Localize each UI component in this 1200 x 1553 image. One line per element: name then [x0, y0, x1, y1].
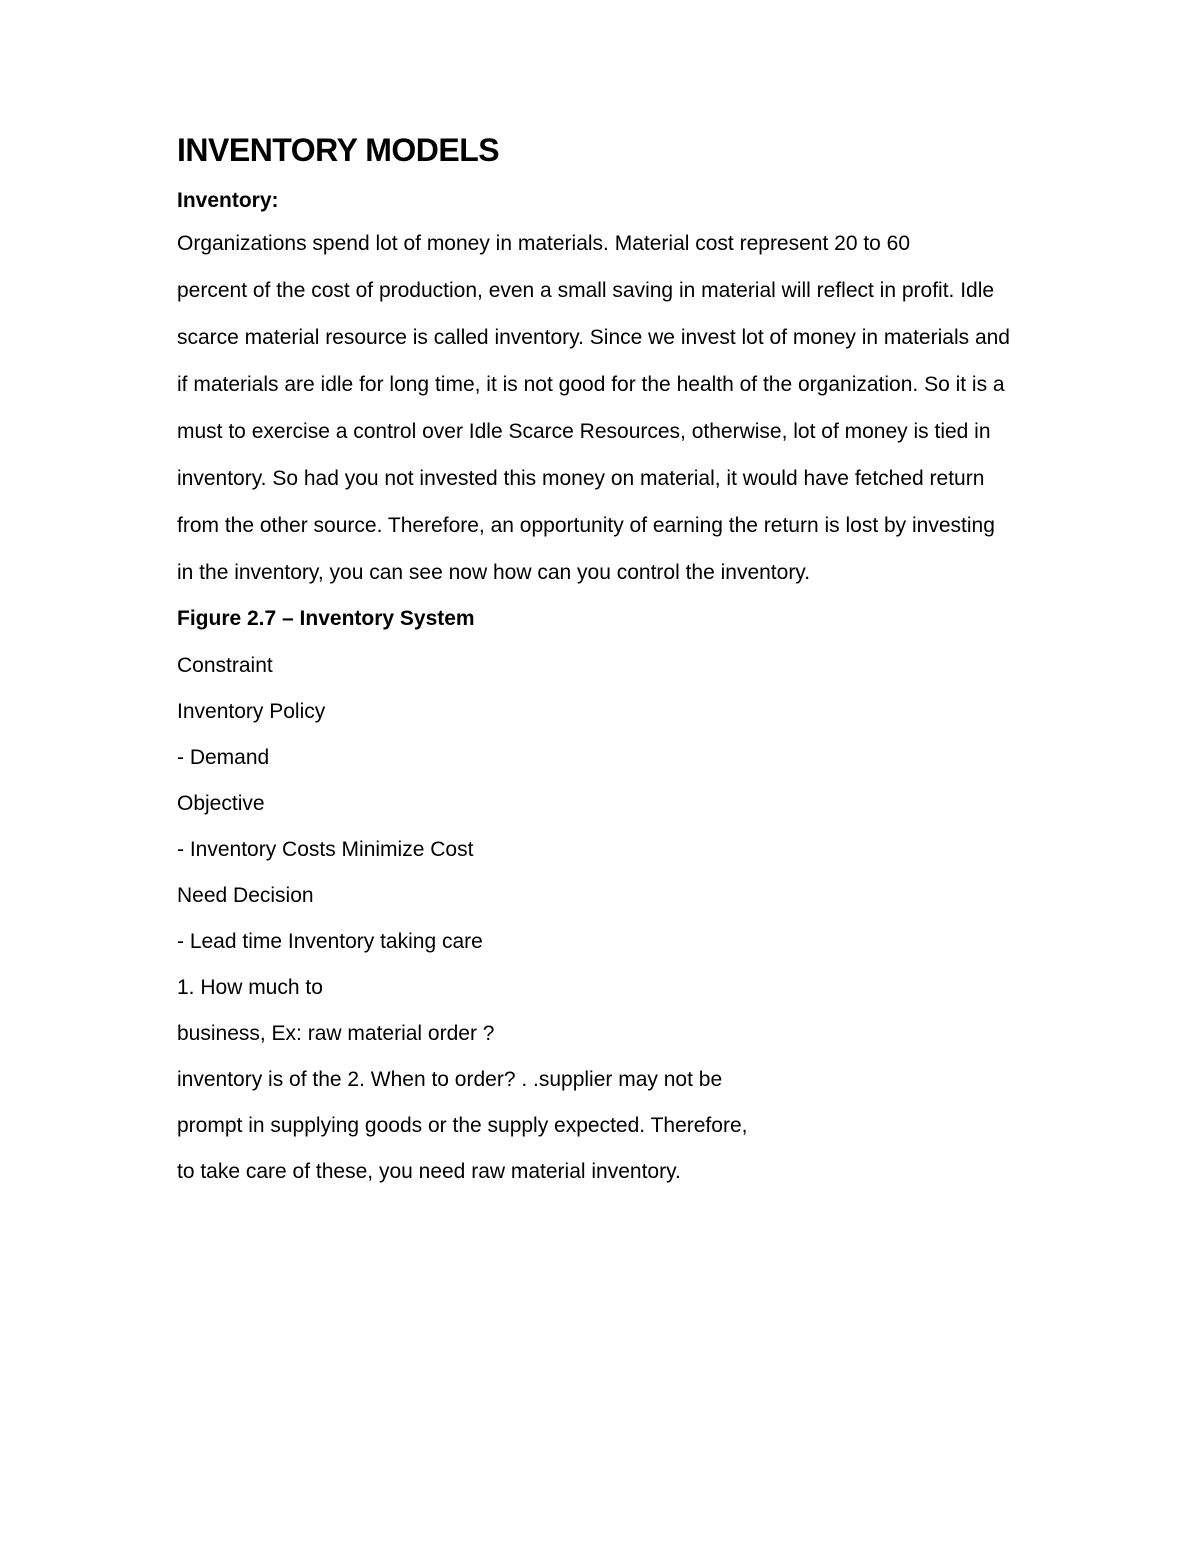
body-paragraph-8: in the inventory, you can see now how can you control the inventory. [177, 561, 811, 584]
figure-line-11: prompt in supplying goods or the supply expected. Therefore, [177, 1114, 748, 1137]
figure-line-9: business, Ex: raw material order ? [177, 1022, 495, 1045]
figure-line-6: Need Decision [177, 884, 314, 907]
body-paragraph-4: if materials are idle for long time, it is not good for the health of the organization. So it is a [177, 373, 1005, 396]
document-content [177, 128, 1027, 1205]
figure-line-2: Inventory Policy [177, 700, 326, 723]
body-paragraph-1: Organizations spend lot of money in materials. Material cost represent 20 to 60 [177, 232, 911, 255]
figure-line-1: Constraint [177, 654, 273, 677]
figure-line-4: Objective [177, 792, 265, 815]
body-paragraph-2: percent of the cost of production, even a small saving in material will reflect in profit. Idle [177, 279, 995, 302]
figure-line-8: 1. How much to [177, 976, 323, 999]
figure-line-3: - Demand [177, 746, 270, 769]
figure-line-12: to take care of these, you need raw material inventory. [177, 1160, 681, 1183]
figure-line-7: - Lead time Inventory taking care [177, 930, 483, 953]
body-paragraph-5: must to exercise a control over Idle Scarce Resources, otherwise, lot of money is tied in [177, 420, 991, 443]
body-paragraph-7: from the other source. Therefore, an opportunity of earning the return is lost by investing [177, 514, 995, 537]
body-paragraph-6: inventory. So had you not invested this money on material, it would have fetched return [177, 467, 985, 490]
section-heading: Inventory: [177, 189, 279, 212]
document-title: INVENTORY MODELS [177, 132, 500, 168]
figure-line-10: inventory is of the 2. When to order? . .supplier may not be [177, 1068, 723, 1091]
figure-caption: Figure 2.7 – Inventory System [177, 607, 475, 630]
figure-line-5: - Inventory Costs Minimize Cost [177, 838, 474, 861]
body-paragraph-3: scarce material resource is called inventory. Since we invest lot of money in materials and [177, 326, 1010, 349]
